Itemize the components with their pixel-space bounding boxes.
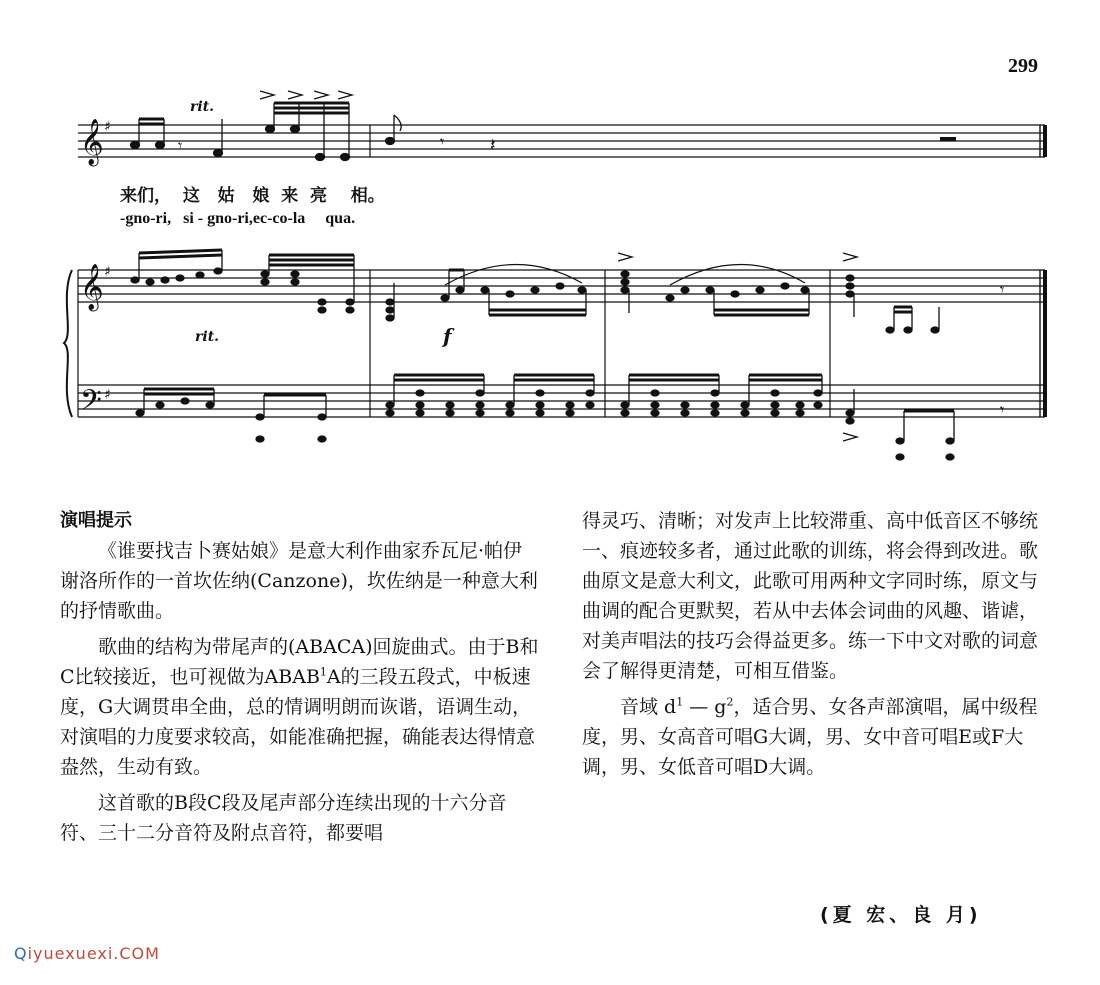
paragraph: [582, 692, 1052, 782]
watermark-q: Q: [14, 944, 28, 963]
svg-text:𝄾: 𝄾: [178, 136, 183, 155]
svg-text:♯: ♯: [104, 387, 111, 403]
superscript: 1: [676, 695, 684, 709]
piano-bass-staff: [78, 385, 1045, 417]
bass-clef-icon: 𝄢: [80, 384, 102, 424]
paragraph: 《谁要找吉卜赛姑娘》是意大利作曲家乔瓦尼·帕伊谢洛所作的一首坎佐纳(Canzone)，坎佐纳是一种意大利的抒情歌曲。: [60, 540, 538, 622]
superscript: 2: [726, 695, 734, 709]
notes-right-column: [582, 506, 1052, 782]
page-number: 299: [1008, 55, 1038, 77]
svg-text:𝄽: 𝄽: [490, 135, 496, 156]
rit-mark: rit.: [190, 99, 215, 115]
dynamic-mark: f: [443, 324, 452, 348]
treble-clef-icon: 𝄞: [80, 264, 104, 310]
svg-text:𝄾: 𝄾: [1000, 400, 1005, 419]
paragraph: [60, 632, 540, 782]
paragraph-text: 音域 d: [620, 696, 677, 718]
lyrics-italian: -gno-ri, si - gno-ri,ec-co-la qua.: [120, 210, 356, 227]
rit-mark: rit.: [195, 329, 220, 345]
paragraph-text: 歌曲的结构为带尾声的(ABACA)回旋曲式。由于B和C比较接近，也可视做为ABAB: [60, 636, 539, 688]
watermark-text: iyuexuexi.COM: [27, 944, 160, 963]
notes-heading: 演唱提示: [60, 510, 132, 531]
svg-text:♯: ♯: [104, 264, 111, 280]
author-signature: (夏 宏、良 月): [820, 904, 982, 926]
svg-text:𝄾: 𝄾: [1000, 280, 1005, 299]
paragraph-text: A的三段五段式，中板速度，G大调贯串全曲，总的情调明朗而诙谐，语调生动，对演唱的力度要求较高，如能准确把握，确能表达得情意盎然，生动有致。: [60, 666, 536, 778]
svg-text:𝄾: 𝄾: [440, 132, 445, 151]
treble-clef-icon: 𝄞: [80, 119, 104, 165]
paragraph-text: — g: [683, 696, 727, 718]
paragraph: 这首歌的B段C段及尾声部分连续出现的十六分音符、三十二分音符及附点音符，都要唱: [60, 792, 507, 844]
notes-left-column: [60, 506, 540, 848]
music-score: [60, 85, 1060, 485]
svg-text:♯: ♯: [104, 119, 111, 135]
lyrics-chinese: 来们， 这 姑 娘 来 亮 相。: [120, 186, 385, 206]
paragraph: 得灵巧、清晰；对发声上比较滞重、高中低音区不够统一、痕迹较多者，通过此歌的训练，将会得到改进。歌曲原文是意大利文，此歌可用两种文字同时练，原文与曲调的配合更默契，若从中去体会词曲的风趣、谐谑，对美声唱法的技巧会得益更多。练一下中文对歌的词意会了解得更清楚，可相互借鉴。: [582, 510, 1039, 682]
paragraph-text: ，适合男、女各声部演唱，属中级程度，男、女高音可唱G大调，男、女中音可唱E或F大调，男、女低音可唱D大调。: [582, 696, 1038, 778]
site-watermark: [14, 944, 160, 963]
superscript: 1: [319, 665, 327, 679]
